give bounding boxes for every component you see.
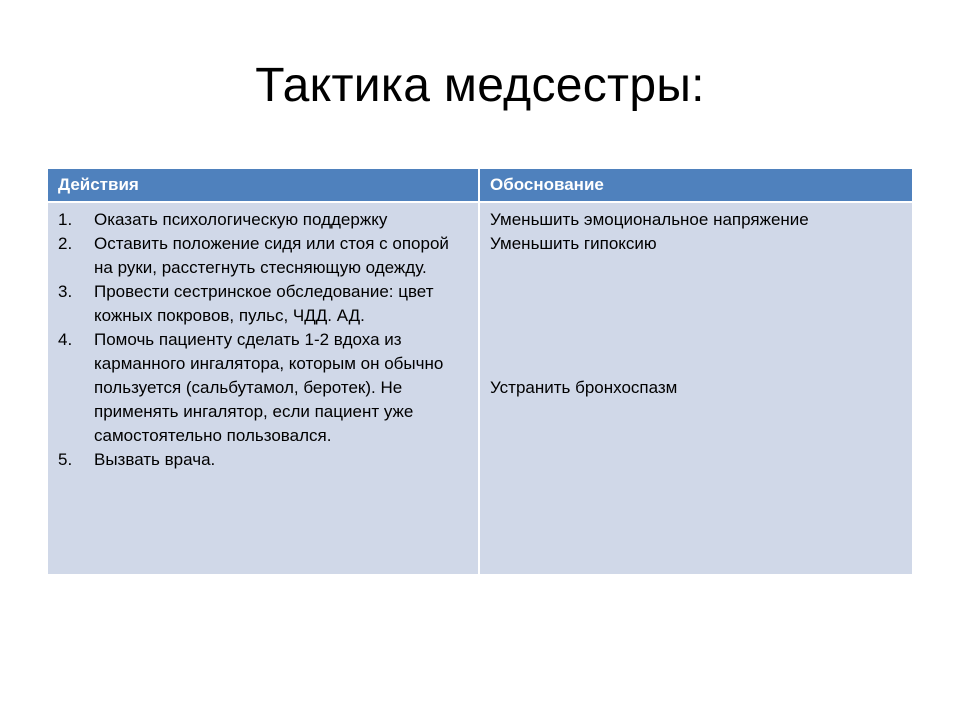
nursing-tactics-table [48,169,912,574]
rationale-cell [480,203,912,574]
list-item-number: 2. [58,234,73,253]
header-rationale: Обоснование [490,175,604,194]
list-item [58,448,470,472]
list-item-text: Вызвать врача. [94,450,216,469]
table-header-row [48,169,912,201]
list-item-number: 5. [58,450,73,469]
list-item-text: Оставить положение сидя или стоя с опорой на руки, расстегнуть стесняющую одежду. [94,234,449,277]
list-item-text: Провести сестринское обследование: цвет кожных покровов, пульс, ЧДД. АД. [94,282,434,325]
rationale-item: Уменьшить эмоциональное напряжение [490,210,809,229]
slide-title: Тактика медсестры: [255,59,705,112]
list-item-number: 1. [58,210,73,229]
actions-cell [48,203,480,574]
list-item-number: 3. [58,282,73,301]
list-item-number: 4. [58,330,73,349]
table-body-row [48,203,912,574]
list-item [58,328,470,448]
list-item [58,232,470,280]
actions-list [58,208,470,472]
list-item-text: Оказать психологическую поддержку [94,210,388,229]
rationale-item: Устранить бронхоспазм [490,378,678,397]
header-actions: Действия [48,169,480,201]
list-item [58,208,470,232]
rationale-item: Уменьшить гипоксию [490,234,657,253]
list-item [58,280,470,328]
list-item-text: Помочь пациенту сделать 1-2 вдоха из карманного ингалятора, которым он обычно пользуется (сальбутамол, беротек). Не применять ингалятор, если пациент уже самостоятельно пользовался. [94,330,444,445]
